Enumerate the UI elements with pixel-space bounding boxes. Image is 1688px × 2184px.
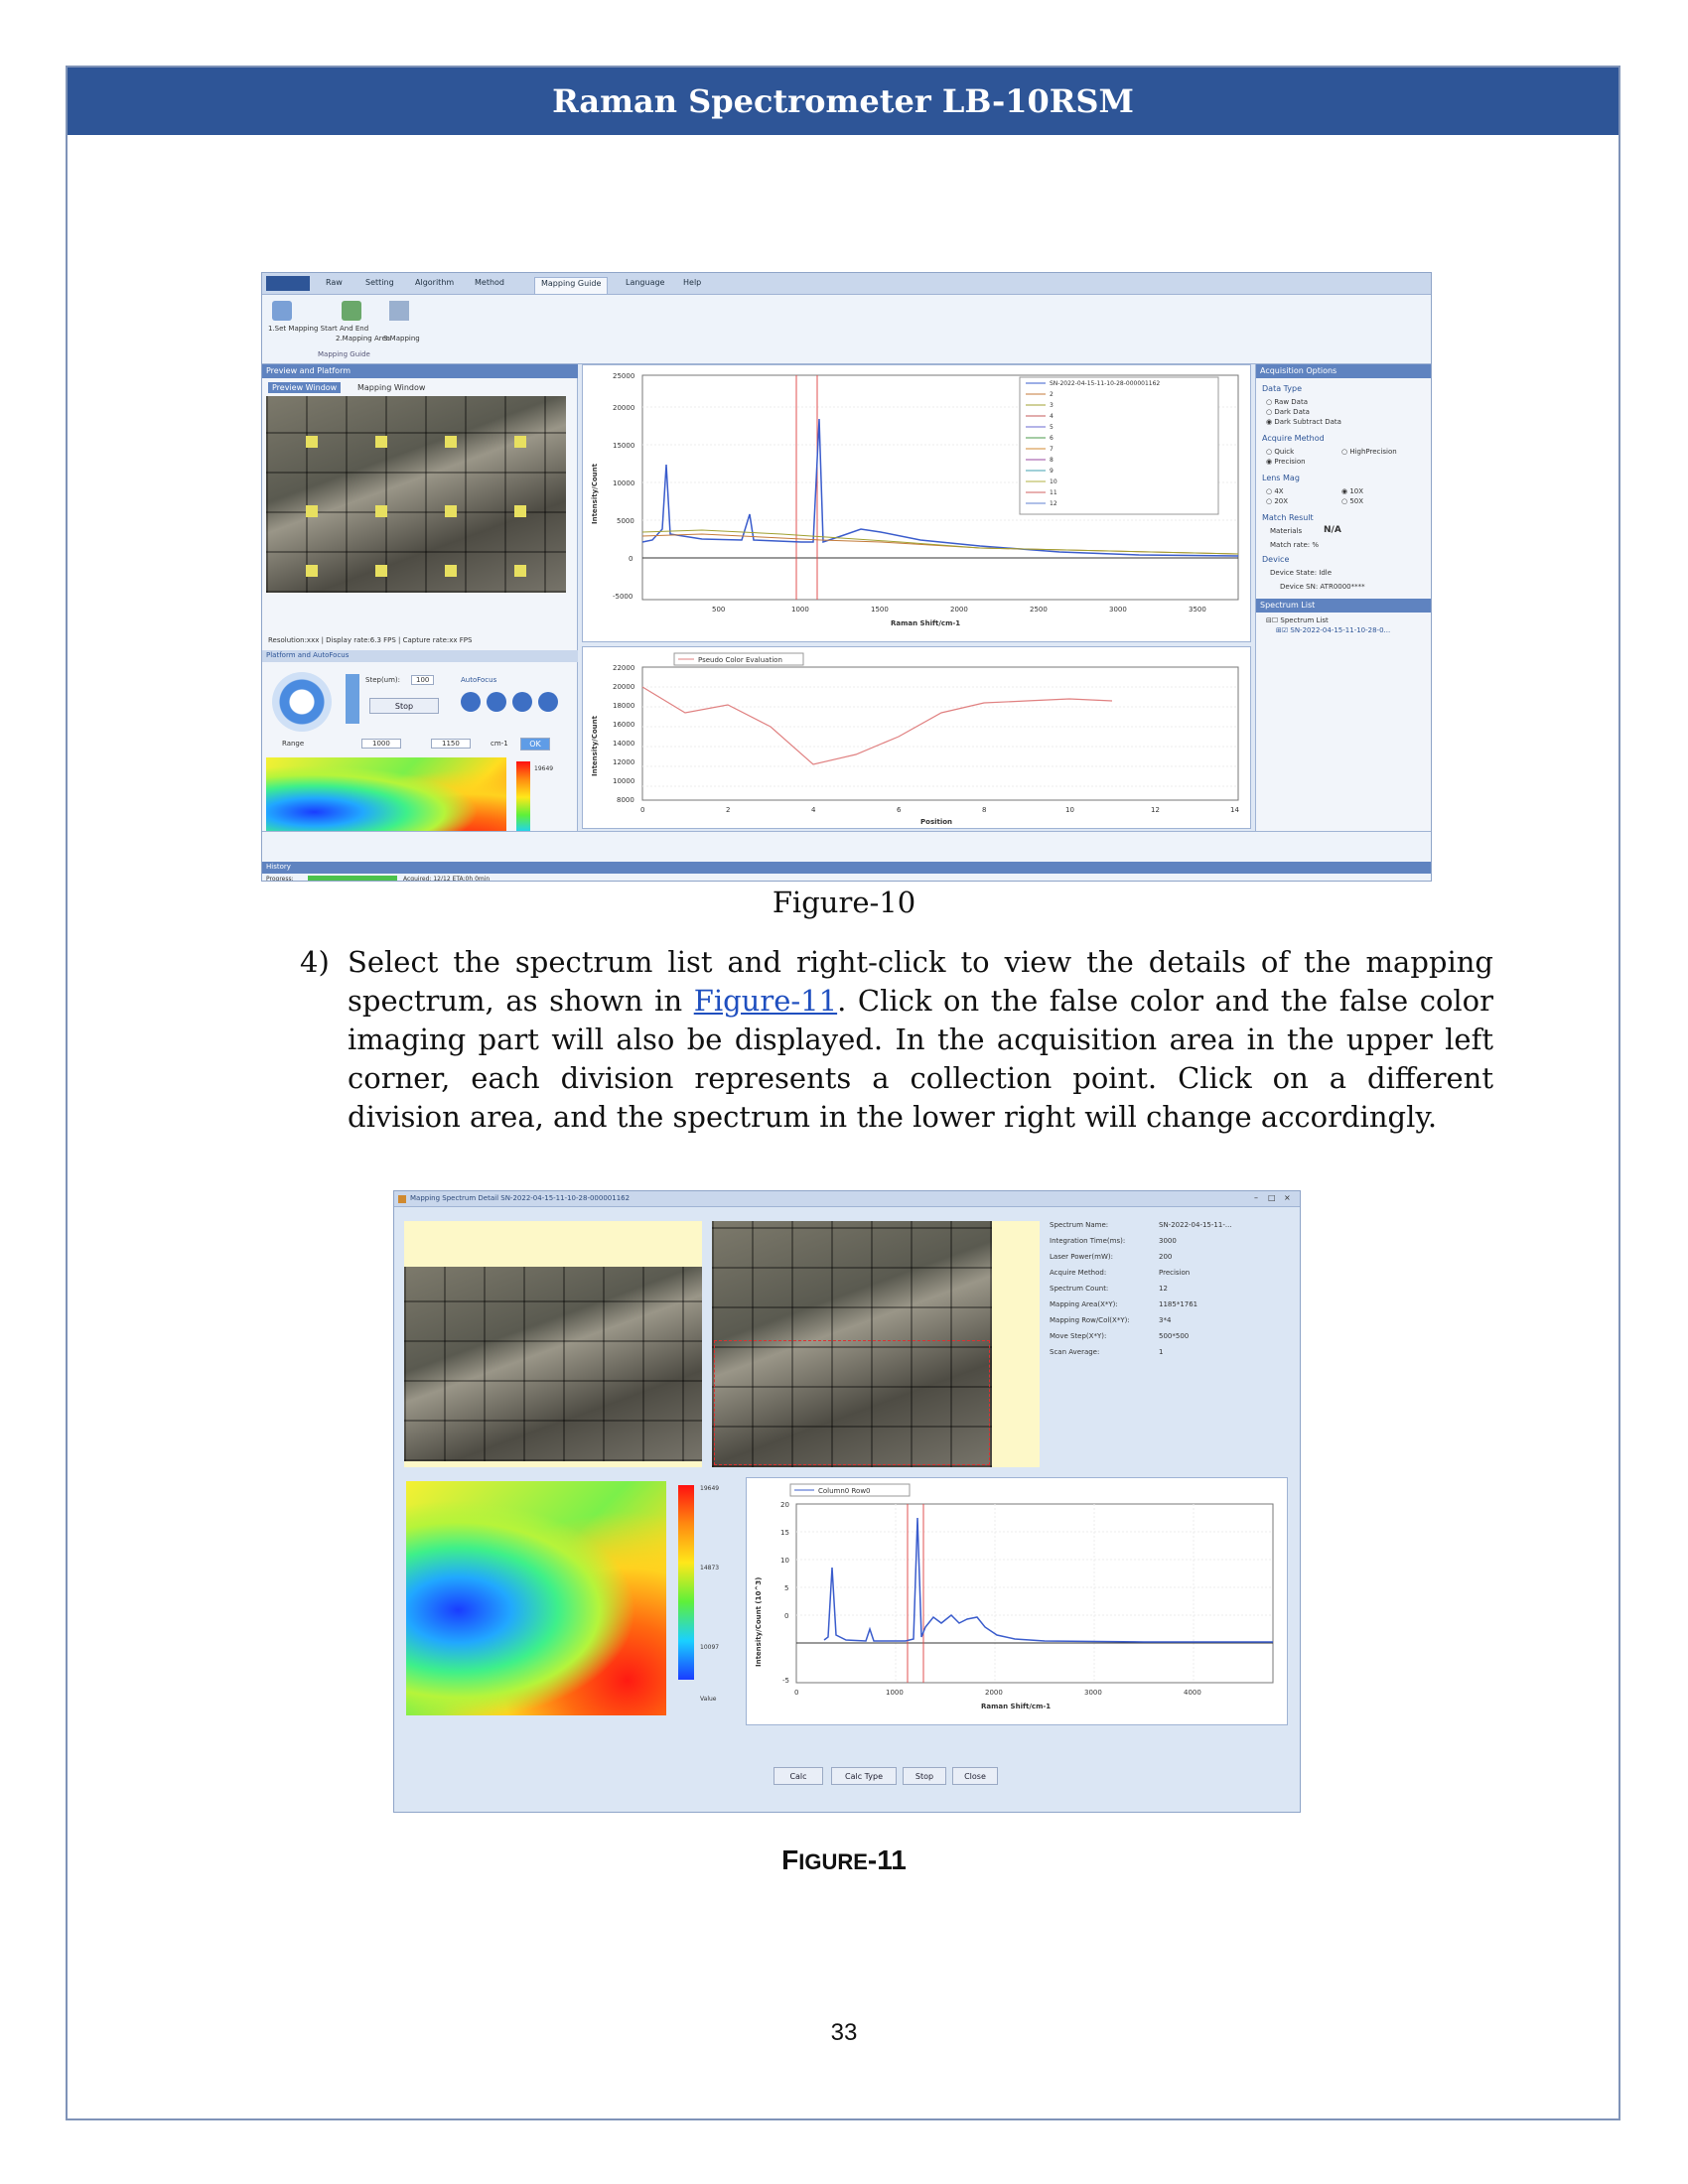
info-value: 1185*1761 [1159,1300,1198,1308]
range-label: Range [282,740,305,748]
platform-title: Platform and AutoFocus [266,651,350,659]
ribbon-button-label: 3.Mapping [383,335,420,342]
ytick: 22000 [613,664,635,672]
colorbar-min: 10097 [700,1644,720,1651]
legend-item: 3 [1050,402,1054,409]
section-title: Lens Mag [1262,474,1300,482]
false-color-map[interactable] [406,1481,666,1715]
info-key: Mapping Area(X*Y): [1050,1300,1118,1308]
info-value: 500*500 [1159,1332,1190,1340]
tab-method[interactable]: Method [475,278,505,287]
ytick: 20 [780,1501,789,1509]
ytick: 12000 [613,758,635,766]
legend-item: 11 [1050,489,1057,496]
xtick: 500 [712,606,726,614]
text-segment: . Click on the false color and the false color imaging part will also be displayed. In the acquisition area in the upper left corner, each division represents a collection point. Click on a different division area, and the spectrum in the lower right will change accordingly. [348,984,1493,1134]
xtick: 3000 [1109,606,1127,614]
radio-label: 50X [1349,497,1364,505]
tab-preview-window[interactable]: Preview Window [268,382,341,393]
spectrum-chart-panel [582,364,1251,642]
info-value: 200 [1159,1253,1173,1261]
radio-dark-subtract[interactable]: ◉ Dark Subtract Data [1266,418,1341,426]
xtick: 10 [1065,806,1074,814]
ribbon [262,295,1431,364]
pseudo-color-chart-panel [582,646,1251,829]
panel-title: Acquisition Options [1260,366,1337,375]
tab-algorithm[interactable]: Algorithm [415,278,455,287]
radio-label: Dark Subtract Data [1274,418,1341,426]
ytick: -5000 [613,593,633,601]
pseudo-series-line [642,687,1112,764]
ribbon-button-label: 1.Set Mapping Start And End [268,325,369,333]
y-axis-label: Intensity/Count [591,716,599,776]
calc-button[interactable] [774,1767,823,1785]
range-unit: cm-1 [491,740,508,748]
info-value: 1 [1159,1348,1164,1356]
radio-raw-data[interactable]: ○ Raw Data [1266,398,1309,406]
column-row-spectrum-panel [746,1477,1288,1725]
legend-item: SN-2022-04-15-11-10-28-000001162 [1050,380,1161,387]
info-value: Precision [1159,1269,1191,1277]
radio-label: 20X [1274,497,1289,505]
panel-title: Spectrum List [1260,601,1316,610]
xtick: 2000 [985,1689,1003,1697]
close-label: Close [964,1771,986,1781]
xtick: 14 [1230,806,1239,814]
stop-label: Stop [394,701,414,711]
info-key: Acquire Method: [1050,1269,1107,1277]
set-mapping-icon[interactable] [272,301,292,321]
legend-item: Column0 Row0 [818,1487,871,1495]
app-icon [398,1195,406,1203]
info-key: Move Step(X*Y): [1050,1332,1107,1340]
ytick: 25000 [613,372,635,380]
mapping-image[interactable] [712,1221,992,1467]
xtick: 3500 [1189,606,1206,614]
xtick: 2 [726,806,731,814]
spectrum-list-titlebar [1256,599,1432,613]
tree-label: Spectrum List [1280,616,1329,624]
legend-item: 6 [1050,435,1054,442]
calc-label: Calc [789,1771,807,1781]
section-title: Match Result [1262,513,1314,522]
figure-11-screenshot [393,1190,1301,1813]
radio-dark-data[interactable]: ○ Dark Data [1266,408,1310,416]
stop-label: Stop [914,1771,934,1781]
info-value: 3*4 [1159,1316,1172,1324]
text-segment: Select the spectrum list and right-click to view the details of the mapping spectrum, as shown in [348,945,1493,1018]
ytick: -5 [782,1677,789,1685]
legend-item: 5 [1050,424,1054,431]
ytick: 10000 [613,479,635,487]
tree-root[interactable]: ⊟☐ Spectrum List [1266,616,1329,624]
ytick: 20000 [613,683,635,691]
acquisition-options-panel [1255,364,1431,861]
xtick: 1000 [886,1689,904,1697]
page-header [68,68,1618,135]
section-title: Device [1262,555,1290,564]
caption-number: -11 [867,1844,907,1875]
materials-value: N/A [1324,525,1341,535]
radio-lens-4x[interactable]: ○ 4X [1266,487,1284,495]
xtick: 0 [794,1689,799,1697]
panel-titlebar [1256,364,1432,378]
maximize-button[interactable]: □ [1268,1193,1276,1202]
radio-label: Raw Data [1274,398,1309,406]
close-icon[interactable]: × [1284,1193,1291,1202]
legend-item: 10 [1050,478,1057,485]
radio-quick[interactable]: ○ Quick [1266,448,1295,456]
window-titlebar [394,1191,1300,1207]
info-key: Spectrum Count: [1050,1285,1109,1293]
info-key: Scan Average: [1050,1348,1100,1356]
xtick: 3000 [1084,1689,1102,1697]
legend-item: 9 [1050,468,1054,475]
radio-label: Dark Data [1274,408,1310,416]
radio-precision[interactable]: ◉ Precision [1266,458,1306,466]
ytick: 16000 [613,721,635,729]
column-row-spectrum-chart[interactable] [747,1478,1289,1726]
figure-10-screenshot [261,272,1432,882]
radio-label: Precision [1274,458,1306,466]
tab-help[interactable]: Help [683,278,702,287]
xtick: 2500 [1030,606,1048,614]
spectrum-line [824,1518,1273,1642]
legend-item: 12 [1050,500,1057,507]
page-number: 33 [830,2019,858,2046]
calc-type-button[interactable] [831,1767,897,1785]
spectrum-line [642,534,1238,554]
spectrum-chart[interactable] [583,365,1252,643]
radio-high-precision[interactable]: ○ HighPrecision [1341,448,1397,456]
step-label: Step(um): [365,676,401,684]
xtick: 12 [1151,806,1160,814]
radio-label: 10X [1349,487,1364,495]
legend-item: Pseudo Color Evaluation [698,656,782,664]
autofocus-knob-4[interactable] [538,692,558,712]
range-ok-button[interactable] [520,738,550,751]
info-value: 12 [1159,1285,1168,1293]
panel-title: Preview and Platform [266,366,352,375]
preview-panel [262,364,578,861]
range-to-input[interactable]: 1150 [431,739,471,749]
acquired-status: Acquired: 12/12 ETA:0h 0min [403,876,491,882]
legend-item: 2 [1050,391,1054,398]
radio-lens-10x[interactable]: ◉ 10X [1341,487,1364,495]
figure-11-caption [0,1844,1688,1876]
y-axis-label: Intensity/Count (10^3) [755,1576,763,1667]
section-title: Data Type [1262,384,1303,393]
acquisition-area-panel [404,1221,702,1467]
info-key: Integration Time(ms): [1050,1237,1126,1245]
ytick: 10 [780,1557,789,1565]
info-value: SN-2022-04-15-11-... [1159,1221,1232,1229]
preview-status: Resolution:xxx | Display rate:6.3 FPS | Capture rate:xx FPS [268,636,473,644]
ribbon-button-label: 2.Mapping Area [336,335,391,342]
ytick: 20000 [613,404,635,412]
platform-titlebar [262,650,578,662]
history-title: History [266,863,291,871]
materials-label: Materials [1270,527,1303,535]
app-menu-button[interactable] [266,276,310,291]
radio-label: HighPrecision [1349,448,1397,456]
microscope-preview-image[interactable] [266,396,566,593]
colorbar-label: Value [700,1696,717,1703]
autofocus-knob-1[interactable] [461,692,481,712]
x-axis-label: Raman Shift/cm-1 [981,1703,1052,1710]
tab-language[interactable]: Language [626,278,665,287]
progress-label: Progress: [266,876,294,882]
history-titlebar [262,862,1431,874]
x-axis-label: Raman Shift/cm-1 [891,619,961,627]
y-axis-label: Intensity/Count [591,464,599,524]
ytick: 8000 [617,796,634,804]
tree-label: SN-2022-04-15-11-10-28-0... [1290,626,1391,634]
instruction-paragraph [300,943,1493,1137]
legend-item: 4 [1050,413,1054,420]
colorbar-max: 19649 [700,1485,720,1492]
platform-direction-pad[interactable] [272,672,332,732]
legend-item: 7 [1050,446,1054,453]
minimize-button[interactable]: – [1254,1193,1258,1202]
ytick: 5000 [617,517,634,525]
figure-11-link[interactable]: Figure-11 [693,984,838,1018]
window-title: Mapping Spectrum Detail SN-2022-04-15-11-10-28-000001162 [410,1194,631,1202]
page-title: Raman Spectrometer LB-10RSM [552,82,1134,120]
xtick: 1000 [791,606,809,614]
color-scale-max: 19649 [534,765,554,772]
menu-bar [262,273,1431,295]
section-title: Acquire Method [1262,434,1325,443]
xtick: 8 [982,806,987,814]
radio-label: 4X [1274,487,1284,495]
ytick: 0 [784,1612,789,1620]
radio-label: Quick [1274,448,1295,456]
xtick: 2000 [950,606,968,614]
range-from-input[interactable]: 1000 [361,739,401,749]
ytick: 5 [784,1584,789,1592]
legend-item: 8 [1050,457,1054,464]
stop-button[interactable] [369,698,439,714]
tab-raw[interactable]: Raw [326,278,343,287]
xtick: 4 [811,806,816,814]
stop-button[interactable] [903,1767,946,1785]
step-input[interactable]: 100 [411,675,434,685]
ytick: 10000 [613,777,635,785]
tree-item[interactable]: ⊞☑ SN-2022-04-15-11-10-28-0... [1276,626,1391,634]
acquisition-image[interactable] [404,1267,702,1461]
ytick: 0 [629,555,633,563]
radio-lens-50x[interactable]: ○ 50X [1341,497,1364,505]
info-key: Laser Power(mW): [1050,1253,1113,1261]
mapping-area-icon[interactable] [342,301,361,321]
ytick: 15000 [613,442,635,450]
device-sn: Device SN: ATR0000**** [1280,583,1365,591]
z-axis-control[interactable] [346,674,359,724]
x-axis-label: Position [920,818,953,826]
autofocus-label: AutoFocus [461,676,497,684]
mapping-grid-icon[interactable] [389,301,409,321]
paragraph-text [348,943,1493,1137]
tab-mapping-guide[interactable]: Mapping Guide [534,277,608,295]
match-rate: Match rate: % [1270,541,1320,549]
tab-mapping-window[interactable]: Mapping Window [357,383,426,392]
tab-setting[interactable]: Setting [365,278,394,287]
caption-smallcaps: IGURE [798,1849,868,1874]
xtick: 6 [897,806,902,814]
close-button[interactable] [952,1767,998,1785]
info-key: Mapping Row/Col(X*Y): [1050,1316,1130,1324]
autofocus-knob-3[interactable] [512,692,532,712]
progress-bar [308,876,397,882]
xtick: 1500 [871,606,889,614]
ytick: 15 [780,1529,789,1537]
ok-label: OK [529,740,541,749]
calc-type-label: Calc Type [844,1771,884,1781]
radio-lens-20x[interactable]: ○ 20X [1266,497,1289,505]
history-panel [262,831,1431,881]
figure-10-caption: Figure-10 [772,886,916,919]
mapping-image-panel [712,1221,1040,1467]
color-scale-bar [678,1485,694,1680]
caption-initial: F [781,1844,799,1875]
info-value: 3000 [1159,1237,1177,1245]
device-state: Device State: Idle [1270,569,1333,577]
xtick: 4000 [1184,1689,1201,1697]
list-number: 4) [300,945,330,979]
ytick: 14000 [613,740,635,748]
pseudo-color-chart[interactable] [583,647,1252,830]
info-key: Spectrum Name: [1050,1221,1109,1229]
colorbar-mid: 14873 [700,1565,720,1571]
selected-region [714,1340,990,1465]
spectrum-info-table [1050,1221,1288,1459]
panel-titlebar [262,364,578,378]
ribbon-group-label: Mapping Guide [318,350,370,358]
xtick: 0 [640,806,645,814]
autofocus-knob-2[interactable] [487,692,506,712]
ytick: 18000 [613,702,635,710]
